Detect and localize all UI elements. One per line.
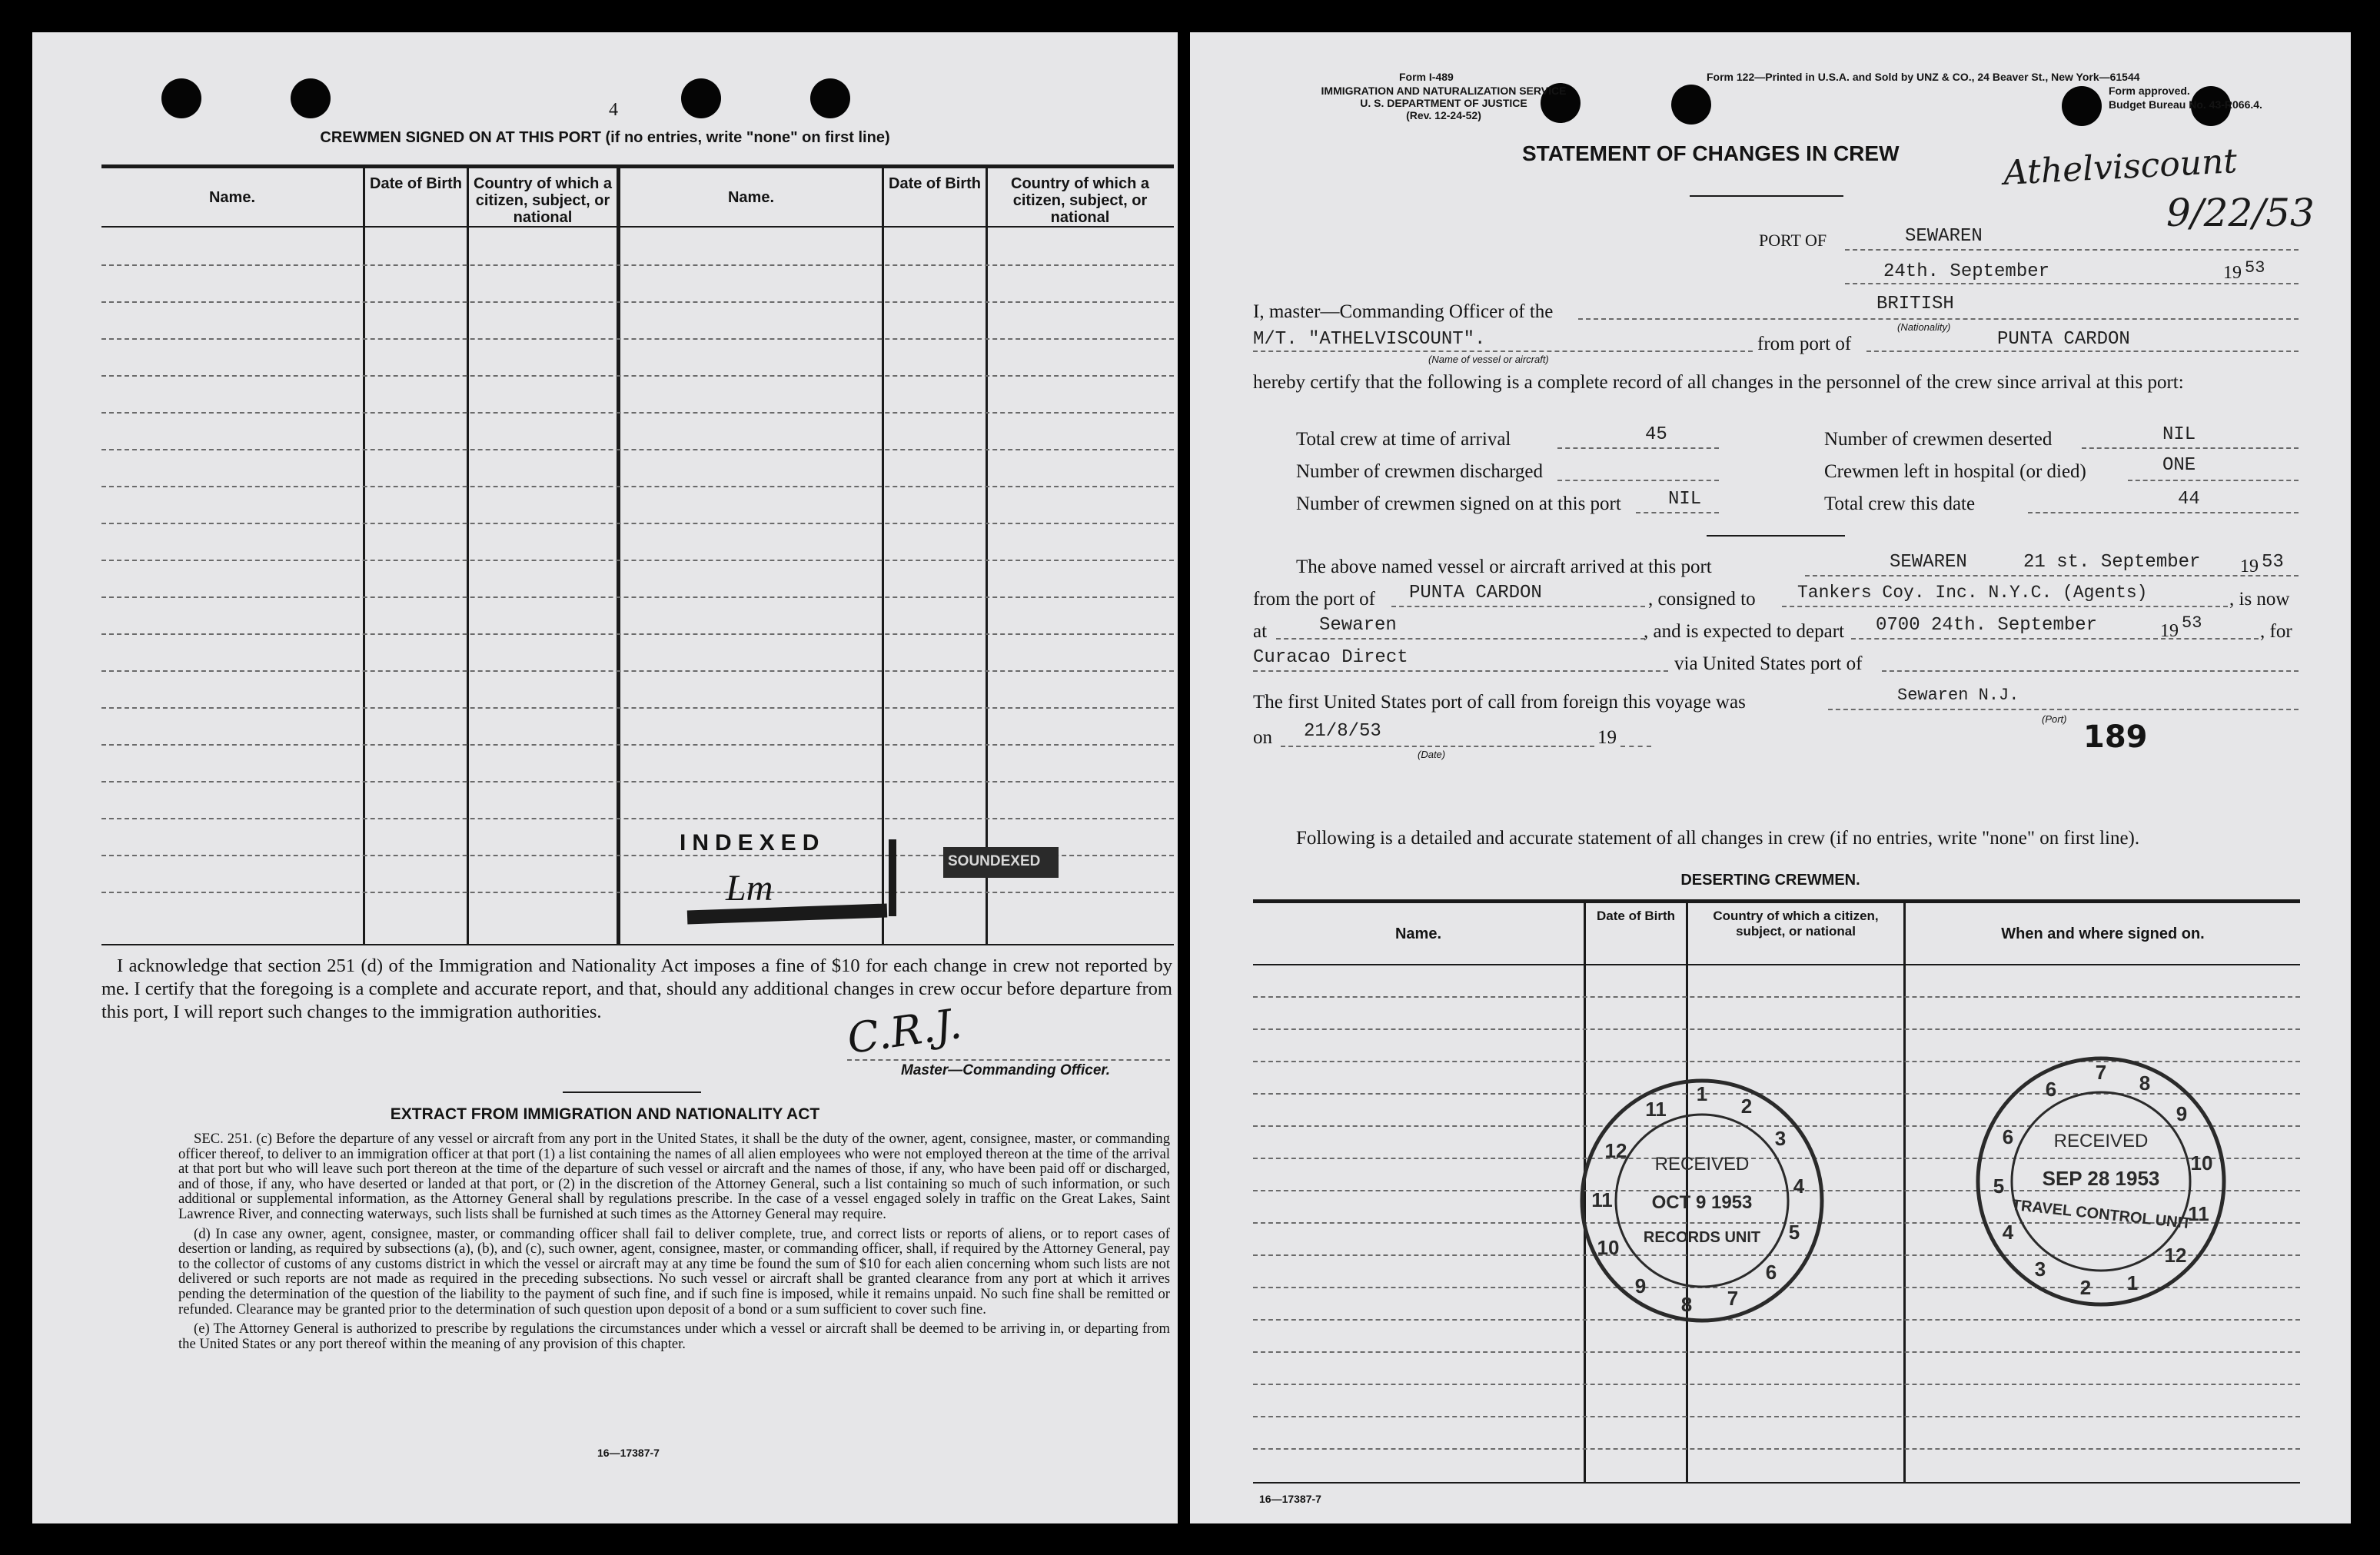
budget-bureau-no: Budget Bureau No. 43-R066.4. [2109, 98, 2262, 111]
svg-text:11: 11 [1645, 1098, 1667, 1121]
for-label: , for [2260, 621, 2292, 642]
handwritten-vessel-name: Athelviscount [2002, 141, 2239, 193]
svg-text:7: 7 [2095, 1061, 2107, 1084]
at-value: Sewaren [1319, 615, 1397, 636]
from-the-port-label: from the port of [1253, 589, 1375, 610]
nationality-caption: (Nationality) [1897, 321, 1951, 333]
form-number: Form I-489 [1399, 71, 1454, 83]
stamp-received-text: RECEIVED [1654, 1154, 1750, 1175]
handwritten-date: 9/22/53 [2166, 191, 2315, 235]
acknowledgement-text: I acknowledge that section 251 (d) of the Immigration and Nationality Act imposes a fine of $10 for each change in crew not reported by me. I certify that the foregoing is a complete and accurate report, and that, should any additional changes in crew occur before departure from this port, I will report such changes to the immigration authorities. [101, 955, 1172, 1022]
svg-text:10: 10 [2190, 1151, 2213, 1175]
svg-text:2: 2 [2079, 1276, 2092, 1299]
is-now-label: , is now [2229, 589, 2290, 610]
on-label: on [1253, 727, 1272, 748]
report-year: 53 [2245, 258, 2265, 277]
section-title: CREWMEN SIGNED ON AT THIS PORT (if no entries, write "none" on first line) [320, 129, 890, 146]
svg-text:3: 3 [2034, 1258, 2046, 1281]
nationality-value: BRITISH [1876, 294, 1954, 314]
expected-value: 0700 24th. September [1876, 615, 2098, 636]
svg-text:9: 9 [2176, 1102, 2188, 1125]
deserting-title: DESERTING CREWMEN. [1680, 872, 1860, 889]
agency-name: IMMIGRATION AND NATURALIZATION SERVICE [1321, 85, 1567, 97]
from-the-port-value: PUNTA CARDON [1409, 583, 1542, 603]
right-page [1190, 32, 2351, 1523]
col-header-dob: Date of Birth [370, 175, 462, 192]
revision-date: (Rev. 12-24-52) [1406, 109, 1481, 121]
punch-hole [161, 78, 201, 118]
port-caption: (Port) [2042, 713, 2067, 725]
total-date-value: 44 [2178, 489, 2200, 510]
svg-text:6: 6 [2045, 1078, 2057, 1101]
punch-hole [291, 78, 331, 118]
svg-text:5: 5 [1993, 1175, 2005, 1198]
soundexed-text: SOUNDEXED [948, 853, 1041, 869]
svg-text:9: 9 [1634, 1274, 1647, 1297]
col-header-country: Country of which a citizen, subject, or national [1713, 909, 1879, 939]
svg-text:4: 4 [2002, 1221, 2014, 1244]
indexed-stamp-text: INDEXED [680, 830, 826, 856]
signed-on-label: Number of crewmen signed on at this port [1296, 493, 1621, 514]
arrived-label: The above named vessel or aircraft arrived at this port [1296, 557, 1712, 577]
indexed-stamp [672, 824, 902, 932]
hospital-value: ONE [2162, 455, 2196, 476]
following-text: Following is a detailed and accurate statement of all changes in crew (if no entries, write "none" on first line). [1296, 828, 2140, 849]
first-port-label: The first United States port of call from foreign this voyage was [1253, 692, 1746, 713]
footer-code: 16—17387-7 [1259, 1493, 1321, 1505]
svg-text:11: 11 [1591, 1188, 1613, 1211]
received-records-unit-stamp [1579, 1078, 1825, 1324]
total-arrival-value: 45 [1645, 424, 1667, 445]
col-header-name: Name. [1394, 925, 1442, 942]
left-page [32, 32, 1178, 1523]
svg-text:3: 3 [1774, 1127, 1787, 1150]
arrived-date: 21 st. September [2023, 552, 2201, 573]
via-label: via United States port of [1674, 653, 1863, 674]
at-label: at [1253, 621, 1268, 642]
vessel-caption: (Name of vessel or aircraft) [1428, 354, 1549, 365]
from-port-label: from port of [1757, 334, 1852, 354]
svg-text:6: 6 [2002, 1125, 2014, 1148]
expected-year-prefix: 19 [2160, 621, 2179, 641]
deserted-value: NIL [2162, 424, 2196, 445]
svg-text:8: 8 [2139, 1072, 2151, 1095]
form-approved: Form approved. [2109, 85, 2190, 97]
svg-text:11: 11 [2188, 1202, 2209, 1225]
total-date-label: Total crew this date [1824, 493, 1976, 514]
col-header-signed-on: When and where signed on. [2001, 925, 2205, 942]
svg-text:1: 1 [1696, 1082, 1708, 1105]
hospital-label: Crewmen left in hospital (or died) [1824, 461, 2086, 482]
on-year-prefix: 19 [1597, 727, 1617, 748]
svg-text:2: 2 [1740, 1095, 1753, 1118]
port-of-value: SEWAREN [1905, 226, 1983, 247]
stamp-unit-text: RECORDS UNIT [1643, 1229, 1761, 1246]
extract-title: EXTRACT FROM IMMIGRATION AND NATIONALITY ACT [390, 1105, 820, 1123]
col-header-name: Name. [208, 189, 256, 206]
col-header-name: Name. [727, 189, 775, 206]
punch-hole [810, 78, 850, 118]
discharged-label: Number of crewmen discharged [1296, 461, 1543, 482]
consigned-label: , consigned to [1648, 589, 1756, 610]
stamp-received-text: RECEIVED [2053, 1131, 2149, 1151]
received-travel-control-stamp [1974, 1055, 2228, 1308]
soundexed-stamp [943, 847, 1059, 878]
from-port-value: PUNTA CARDON [1997, 329, 2130, 350]
total-arrival-label: Total crew at time of arrival [1296, 429, 1511, 450]
col-header-country: Country of which a citizen, subject, or national [1011, 175, 1149, 226]
col-header-country: Country of which a citizen, subject, or national [474, 175, 612, 226]
svg-text:7: 7 [1727, 1287, 1739, 1310]
arrived-port: SEWAREN [1890, 552, 1967, 573]
consigned-value: Tankers Coy. Inc. N.Y.C. (Agents) [1797, 583, 2148, 603]
certify-text: hereby certify that the following is a complete record of all changes in the personnel of the crew since arrival at this port: [1253, 372, 2184, 393]
extract-text [178, 1131, 1170, 1351]
master-signature: C.R.J. [844, 998, 965, 1064]
svg-text:5: 5 [1788, 1221, 1800, 1244]
signature-caption: Master—Commanding Officer. [901, 1062, 1111, 1078]
expected-label: , and is expected to depart [1644, 621, 1845, 642]
footer-code: 16—17387-7 [597, 1447, 660, 1459]
date-caption: (Date) [1418, 749, 1446, 760]
punch-hole [2062, 86, 2102, 126]
svg-text:8: 8 [1680, 1293, 1693, 1316]
sec-d: (d) In case any owner, agent, consignee, master, or commanding officer shall fail to deliver complete, true, and correct lists or reports of aliens, or to report cases of desertion or landing, as required by subsections (a), (b), and (c), such owner, agent, consignee, master, or commanding officer, shall, if required by the Attorney General, pay to the collector of customs of any customs district in which the vessel or aircraft may at any time be found the sum of $10 for each alien concerning whom such lists are not delivered or such reports are not made as required in the preceding subsections. No such vessel or aircraft shall be granted clearance from any port at which it arrives pending the determination of the question of the liability to the payment of such fine, and if such fine is imposed, while it remains unpaid. No such fine shall be remitted or refunded. Clearance may be granted prior to the determination of such question upon deposit of a bond or a sum sufficient to cover such fine. [178, 1225, 1170, 1317]
stamp-date-text: OCT 9 1953 [1651, 1192, 1753, 1213]
form-title: STATEMENT OF CHANGES IN CREW [1522, 141, 1900, 165]
sec-e: (e) The Attorney General is authorized to prescribe by regulations the circumstances under which a vessel or aircraft shall be deemed to be arriving in, or departing from the United States or any port thereof within the meaning of any provision of this chapter. [178, 1321, 1170, 1352]
expected-year: 53 [2182, 613, 2202, 633]
first-port-value: Sewaren N.J. [1897, 686, 2019, 705]
punch-hole [681, 78, 721, 118]
col-header-dob: Date of Birth [889, 175, 981, 192]
port-of-label: PORT OF [1759, 231, 1827, 250]
stamp-date-text: SEP 28 1953 [2042, 1167, 2160, 1190]
arrived-year-prefix: 19 [2240, 557, 2259, 576]
handwritten-number: 189 [2083, 719, 2148, 755]
col-header-dob: Date of Birth [1597, 909, 1675, 923]
signed-on-value: NIL [1668, 489, 1702, 510]
indexed-initials: Lm [726, 868, 773, 909]
svg-text:4: 4 [1793, 1175, 1805, 1198]
svg-text:12: 12 [1604, 1139, 1627, 1162]
stamp-unit-text: TRAVEL CONTROL UNIT [2010, 1196, 2192, 1233]
svg-text:6: 6 [1765, 1261, 1777, 1284]
arrived-year: 53 [2262, 552, 2284, 573]
svg-text:12: 12 [2164, 1244, 2187, 1267]
sec-c: SEC. 251. (c) Before the departure of any vessel or aircraft from any port in the United States, it shall be the duty of the owner, agent, consignee, master, or commanding officer thereof, to deliver to an immigration officer at that port (1) a list containing the names of all alien employees who were not employed thereon at the time of the arrival at that port but who will leave such port thereon at the time of the departure of such vessel or aircraft and the names of those, if any, who have been paid off or discharged, and of those, if any, who have deserted or landed at that port, or (2) in the discretion of the Attorney General, such a list containing so much of such information, or such additional or supplemental information, as the Attorney General shall by regulations prescribe. In the case of a vessel engaged solely in traffic on the Great Lakes, Saint Lawrence River, and connecting waterways, such lists shall be furnished at such times as the Attorney General may require. [178, 1131, 1170, 1222]
destination-value: Curacao Direct [1253, 647, 1408, 668]
svg-text:10: 10 [1597, 1236, 1620, 1259]
deserted-label: Number of crewmen deserted [1824, 429, 2053, 450]
master-label: I, master—Commanding Officer of the [1253, 301, 1554, 322]
on-value: 21/8/53 [1304, 721, 1381, 742]
department-name: U. S. DEPARTMENT OF JUSTICE [1360, 97, 1527, 109]
svg-text:1: 1 [2126, 1271, 2139, 1294]
vessel-name: M/T. "ATHELVISCOUNT". [1253, 329, 1486, 350]
report-date: 24th. September [1883, 261, 2050, 282]
printer-notice: Form 122—Printed in U.S.A. and Sold by UNZ & CO., 24 Beaver St., New York—61544 [1707, 71, 2140, 83]
year-prefix: 19 [2223, 263, 2242, 283]
punch-hole [1671, 85, 1711, 125]
page-number: 4 [609, 100, 618, 120]
